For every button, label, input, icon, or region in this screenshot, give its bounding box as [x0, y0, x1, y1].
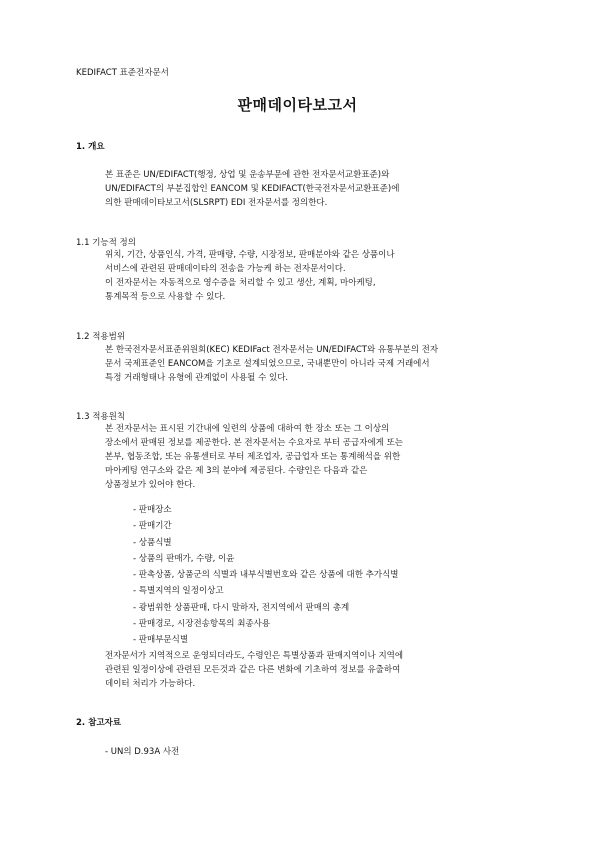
section-2-heading: 2. 참고자료	[76, 718, 121, 728]
paragraph-line: 장소에서 판매된 정보를 제공한다. 본 전자문서는 수요자로 부터 공급자에게 또는	[105, 438, 403, 448]
paragraph-line: 데이터 처리가 가능하다.	[105, 679, 196, 689]
paragraph-line: 위치, 기간, 상품인식, 가격, 판매량, 수량, 시장정보, 판매분야와 같은 상품이나	[105, 250, 395, 260]
paragraph-line: 전자문서가 지역적으로 운영되더라도, 수령인은 특별상품과 판매지역이나 지역에	[105, 651, 404, 661]
bullet-list	[133, 502, 399, 649]
section-1-intro	[105, 168, 515, 210]
paragraph-line: 서비스에 관련된 판매데이타의 전송을 가능케 하는 전자문서이다.	[105, 264, 346, 274]
document-title: 판매데이타보고서	[237, 96, 358, 114]
paragraph-line: UN/EDIFACT의 부분집합인 EANCOM 및 KEDIFACT(한국전자문서교환표준)에	[105, 184, 400, 194]
list-item: - 상품의 판매가, 수량, 이윤	[133, 553, 235, 564]
subsection-1-1-heading: 1.1 기능적 정의	[76, 238, 136, 248]
subsection-1-2-body	[105, 343, 515, 385]
subsection-1-3-body	[105, 422, 515, 492]
paragraph-line: 문서 국제표준인 EANCOM을 기초로 설계되었으므로, 국내뿐만이 아니라 국제 거래에서	[105, 359, 430, 369]
paragraph-line: 상품정보가 있어야 한다.	[105, 480, 196, 490]
list-item: - 특별지역의 일정이상고	[133, 586, 224, 597]
list-item: - 판촉상품, 상품군의 식별과 내부식별번호와 같은 상품에 대한 추가식별	[133, 570, 399, 581]
paragraph-line: 본 한국전자문서표준위원회(KEC) KEDIFact 전자문서는 UN/EDIFACT와 유통부분의 전자	[105, 345, 439, 355]
paragraph-line: 마아케팅 연구소와 같은 제 3의 분야에 제공된다. 수량인은 다음과 같은	[105, 466, 368, 476]
list-item: - 판매부문식별	[133, 635, 189, 646]
list-item: - 판매장소	[133, 505, 172, 515]
list-item: - 판매경로, 시장전송항목의 최종사용	[133, 619, 271, 630]
paragraph-line: 관련된 일정이상에 관련된 모든것과 같은 다른 변화에 기초하여 정보를 유출하여	[105, 665, 401, 675]
paragraph-line: 의한 판매데이타보고서(SLSRPT) EDI 전자문서를 정의한다.	[105, 198, 328, 208]
paragraph-line: 특정 거래형태나 유형에 관계없이 사용될 수 있다.	[105, 373, 289, 383]
list-item: - 상품식별	[133, 537, 172, 548]
section-1-heading: 1. 개요	[76, 142, 105, 152]
paragraph-line: 본 표준은 UN/EDIFACT(행정, 상업 및 운송부문에 관한 전자문서교환표준)와	[105, 170, 390, 180]
list-item: - 판매기간	[133, 521, 172, 532]
subsection-1-3-heading: 1.3 적용원칙	[76, 412, 126, 422]
paragraph-line: 이 전자문서는 자동적으로 영수증을 처리할 수 있고 생산, 계획, 마아케팅,	[105, 278, 376, 288]
subsection-1-3-closing	[105, 649, 515, 691]
reference-item: - UN의 D.93A 사전	[105, 747, 180, 757]
subsection-1-2-heading: 1.2 적용범위	[76, 332, 126, 342]
paragraph-line: 본 전자문서는 표시된 기간내에 일련의 상품에 대하여 한 장소 또는 그 이상의	[105, 424, 390, 434]
subsection-1-1-body	[105, 248, 515, 304]
list-item: - 광범위한 상품판매, 다시 말하자, 전지역에서 판매의 총계	[133, 602, 350, 613]
paragraph-line: 통계목적 등으로 사용할 수 있다.	[105, 292, 226, 302]
paragraph-line: 본부, 협동조합, 또는 유통센터로 부터 제조업자, 공급업자 또는 통계해석을 위한	[105, 452, 401, 462]
document-header: KEDIFACT 표준전자문서	[76, 68, 169, 78]
